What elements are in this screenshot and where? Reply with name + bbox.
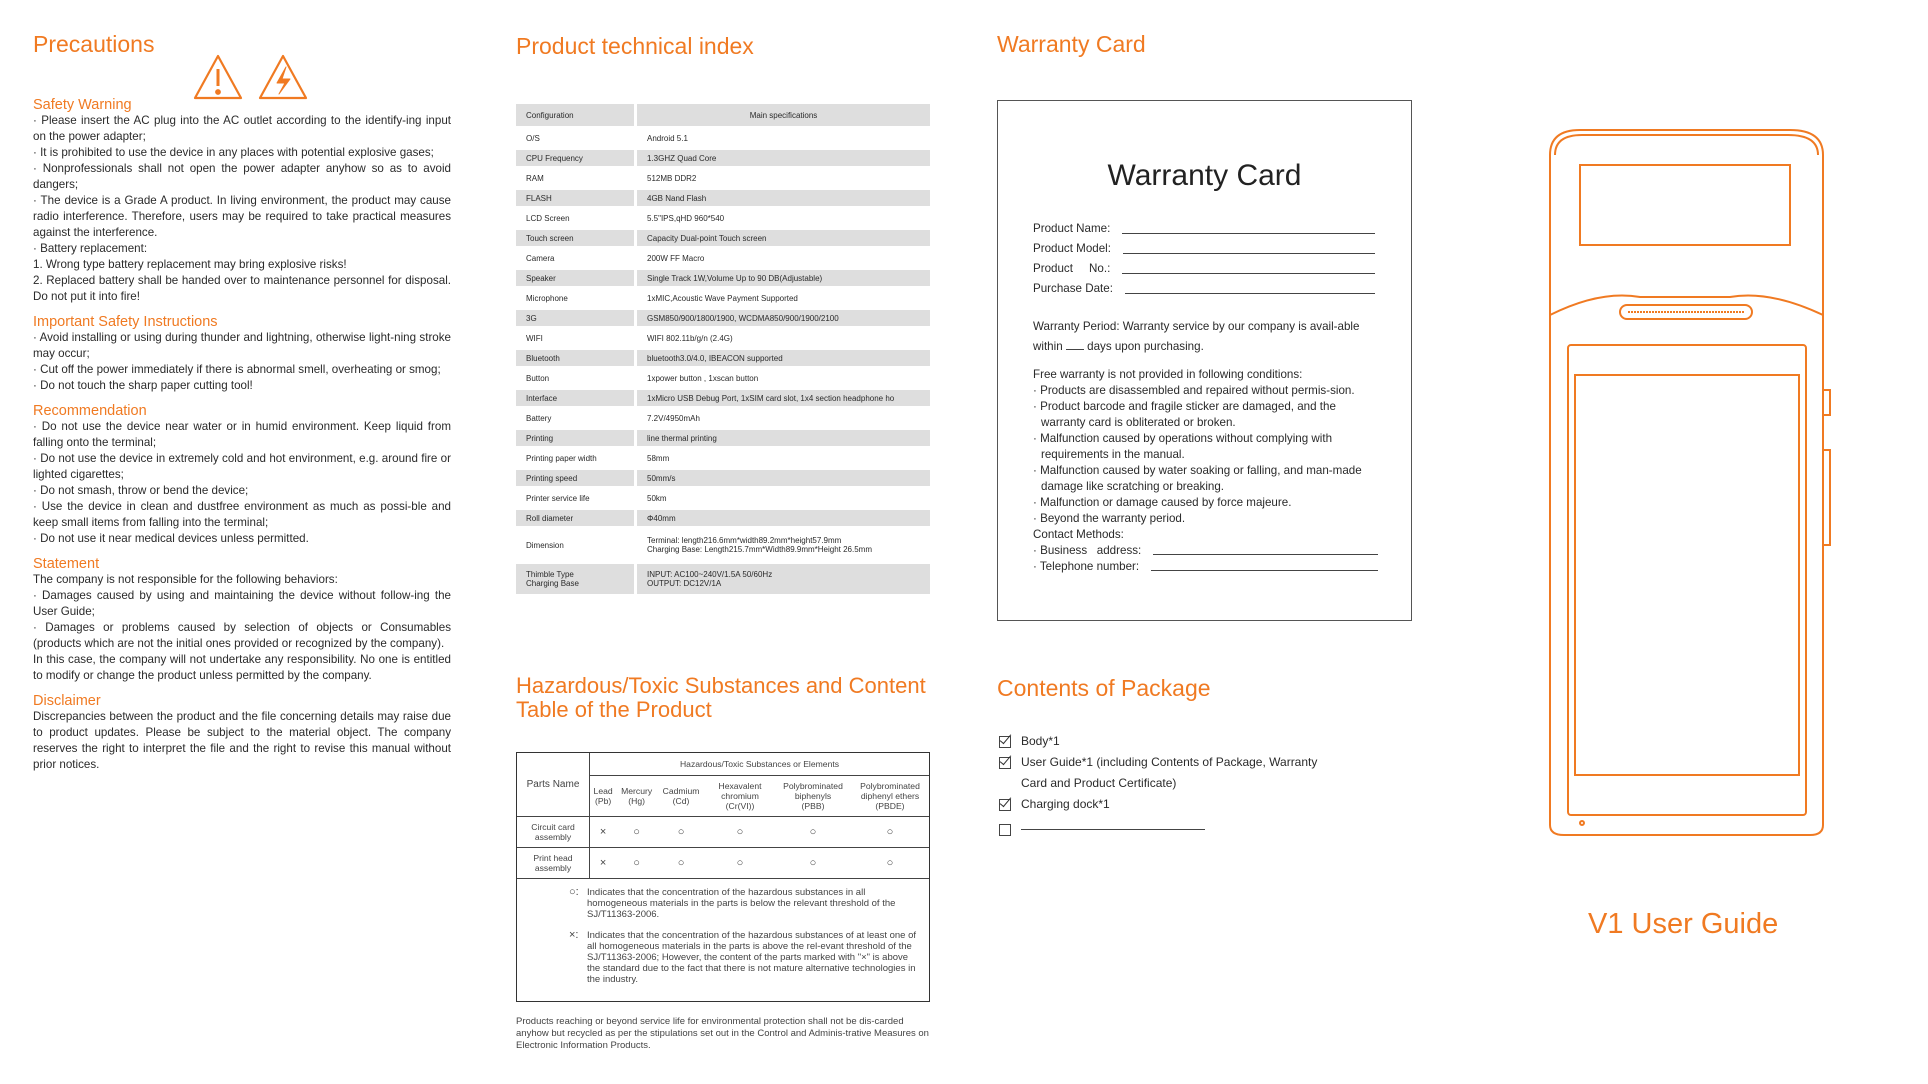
device-top-edge: [1555, 135, 1818, 155]
table-cell: Microphone: [516, 290, 637, 306]
dimension-line: Charging Base: Length215.7mm*Width89.9mm*Height 26.5mm: [647, 545, 873, 554]
spec-table: [516, 100, 930, 598]
days-blank: [1066, 349, 1084, 350]
table-row: [516, 390, 930, 406]
table-cell: Single Track 1W,Volume Up to 90 DB(Adjustable): [637, 270, 930, 286]
table-cell: ○: [705, 848, 775, 879]
condition-item: · Products are disassembled and repaired without permis-sion.: [1033, 384, 1355, 397]
table-row: [516, 150, 930, 166]
device-body: [1550, 130, 1823, 835]
field-label: Product Name:: [1033, 222, 1111, 235]
hazard-warning-icons: [193, 52, 333, 102]
warranty-card-title: Warranty Card: [1107, 159, 1302, 192]
checked-box-icon: [999, 799, 1011, 811]
table-cell: ○: [616, 848, 657, 879]
field-line: [1125, 293, 1375, 294]
table-cell: 1xMicro USB Debug Port, 1xSIM card slot, 1x4 section headphone ho: [637, 390, 930, 406]
dimension-line: Terminal: length216.6mm*width89.2mm*height57.9mm: [647, 536, 842, 545]
screen: [1575, 375, 1799, 775]
table-cell: 50km: [637, 490, 930, 506]
product-name-field: [1033, 219, 1375, 239]
statement-heading: Statement: [33, 556, 100, 572]
field-line: [1151, 570, 1378, 571]
device-outline: [1550, 130, 1830, 835]
table-cell: Printer service life: [516, 490, 637, 506]
table-cell: [705, 776, 775, 817]
table-cell: Printing speed: [516, 470, 637, 486]
contents-list: [999, 731, 1331, 840]
column-name: Hexavalent chromium: [718, 781, 762, 801]
charging-base-label: Charging Base: [526, 579, 579, 588]
table-cell: Camera: [516, 250, 637, 266]
table-row: [516, 250, 930, 266]
condition-item: · Malfunction or damage caused by force majeure.: [1033, 496, 1292, 509]
table-cell: Print head assembly: [517, 848, 590, 879]
table-cell: 5.5"IPS,qHD 960*540: [637, 210, 930, 226]
table-cell: Speaker: [516, 270, 637, 286]
list-item: [999, 752, 1331, 794]
list-item: · It is prohibited to use the device in any places with potential explosive gases;: [33, 146, 434, 159]
condition-item: · Product barcode and fragile sticker are damaged, and the warranty card is obliterated or broken.: [1033, 400, 1336, 429]
table-cell: ○: [775, 817, 851, 848]
list-item: · Do not use the device in extremely cold and hot environment, e.g. around fire or lighted cigarettes;: [33, 452, 451, 481]
business-address-field: [1033, 543, 1378, 559]
list-item: · Do not use it near medical devices unless permitted.: [33, 532, 309, 545]
list-item: · Cut off the power immediately if there is abnormal smell, overheating or smog;: [33, 363, 441, 376]
table-cell: Dimension: [516, 530, 637, 560]
table-cell: 1xpower button , 1xscan button: [637, 370, 930, 386]
table-cell: Battery: [516, 410, 637, 426]
table-cell: ○: [657, 817, 705, 848]
contents-title: Contents of Package: [997, 675, 1211, 701]
thimble-line: INPUT: AC100~240V/1.5A 50/60Hz: [647, 570, 773, 579]
table-cell: [637, 530, 930, 560]
table-cell: Button: [516, 370, 637, 386]
table-cell: 50mm/s: [637, 470, 930, 486]
list-item: · Do not touch the sharp paper cutting tool!: [33, 379, 253, 392]
list-item: · Use the device in clean and dustfree environment as much as possi-ble and keep small items from falling into the terminal;: [33, 500, 451, 529]
hazard-notes: [517, 879, 929, 985]
list-item: In this case, the company will not undertake any responsibility. No one is entitled to modify or change the product unless permitted by the company.: [33, 653, 451, 682]
list-item: · Battery replacement:: [33, 242, 148, 255]
list-item: 1. Wrong type battery replacement may bring explosive risks!: [33, 258, 347, 271]
list-item: · Avoid installing or using during thunder and lightning, otherwise light-ning stroke may occur;: [33, 331, 451, 360]
table-row: [516, 130, 930, 146]
empty-box-icon: [999, 824, 1011, 836]
disclaimer-heading: Disclaimer: [33, 693, 101, 709]
field-label: Purchase Date:: [1033, 282, 1113, 295]
product-model-field: [1033, 239, 1375, 259]
table-cell: RAM: [516, 170, 637, 186]
period-text: Warranty Period: Warranty service by our company is avail-able within: [1033, 320, 1360, 353]
table-cell: GSM850/900/1800/1900, WCDMA850/900/1900/2100: [637, 310, 930, 326]
side-button: [1823, 450, 1830, 545]
precautions-title: Precautions: [33, 31, 155, 57]
column-name: Polybrominated biphenyls: [783, 781, 843, 801]
statement-section: [33, 556, 451, 684]
user-guide-title: V1 User Guide: [1588, 908, 1779, 940]
table-row: [516, 170, 930, 186]
table-row: [517, 817, 929, 848]
table-cell: ×: [590, 817, 617, 848]
list-item: The company is not responsible for the following behaviors:: [33, 573, 338, 586]
table-row: [516, 510, 930, 526]
cross-symbol: ×:: [569, 929, 579, 941]
table-cell: 58mm: [637, 450, 930, 466]
field-line: [1123, 253, 1375, 254]
table-header-row: [517, 753, 929, 776]
tech-index-title: Product technical index: [516, 33, 754, 59]
checked-box-icon: [999, 757, 1011, 769]
telephone-field: [1033, 559, 1378, 575]
table-cell: bluetooth3.0/4.0, IBEACON supported: [637, 350, 930, 366]
hazard-title: Hazardous/Toxic Substances and Content Table of the Product: [516, 673, 926, 722]
table-row: [516, 564, 930, 594]
warranty-title: Warranty Card: [997, 31, 1146, 57]
table-header-row: [516, 104, 930, 126]
table-cell: ○: [851, 817, 929, 848]
column-name: Polybrominated diphenyl ethers: [860, 781, 920, 801]
list-item: · Damages caused by using and maintaining the device without follow-ing the User Guide;: [33, 589, 451, 618]
table-cell: Hazardous/Toxic Substances or Elements: [590, 753, 930, 776]
table-cell: 7.2V/4950mAh: [637, 410, 930, 426]
table-cell: Roll diameter: [516, 510, 637, 526]
precautions-body: [33, 97, 451, 782]
column-name: Cadmium: [662, 786, 700, 796]
important-safety-section: [33, 314, 451, 394]
table-cell: ○: [657, 848, 705, 879]
column-symbol: (Pb): [594, 796, 612, 806]
table-cell: Touch screen: [516, 230, 637, 246]
table-row: [516, 370, 930, 386]
table-cell: 3G: [516, 310, 637, 326]
field-label: · Business address:: [1033, 544, 1142, 557]
condition-item: · Beyond the warranty period.: [1033, 512, 1186, 525]
checked-box-icon: [999, 736, 1011, 748]
table-cell: 4GB Nand Flash: [637, 190, 930, 206]
table-row: [516, 290, 930, 306]
table-cell: Printing paper width: [516, 450, 637, 466]
indicator-light: [1580, 821, 1584, 825]
table-row: [516, 270, 930, 286]
table-cell: Circuit card assembly: [517, 817, 590, 848]
table-row: [516, 530, 930, 560]
warranty-card: [997, 100, 1412, 621]
column-name: Lead: [593, 786, 613, 796]
table-row: [516, 310, 930, 326]
table-cell: ○: [705, 817, 775, 848]
item-label: Body*1: [1021, 734, 1060, 748]
item-label: User Guide*1 (including Contents of Package, Warranty Card and Product Certificate): [1021, 755, 1318, 790]
list-item: 2. Replaced battery shall be handed over to maintenance personnel for disposal. Do not put it into fire!: [33, 274, 451, 303]
list-item: · Do not use the device near water or in humid environment. Keep liquid from falling onto the terminal;: [33, 420, 451, 449]
table-cell: Parts Name: [517, 753, 590, 817]
column-symbol: (Hg): [628, 796, 645, 806]
circle-symbol: ○:: [569, 886, 579, 898]
hazard-footer: Products reaching or beyond service life for environmental protection shall not be dis-carded anyhow but recycled as per the stipulations set out in the Control and Adminis-trative Measures on Electronic Information Products.: [516, 1016, 929, 1051]
table-cell: Interface: [516, 390, 637, 406]
note-text: Indicates that the concentration of the hazardous substances in all homogeneous materials in the parts is below the relevant threshold of the SJ/T11363-2006.: [587, 887, 896, 920]
table-cell: ×: [590, 848, 617, 879]
table-cell: O/S: [516, 130, 637, 146]
period-text: days upon purchasing.: [1087, 340, 1204, 353]
list-item: · Damages or problems caused by selection of objects or Consumables (products which are not the initial ones provided or recognized by the company).: [33, 621, 451, 650]
field-line: [1122, 273, 1375, 274]
exclamation-warning-icon: [195, 56, 241, 98]
table-row: [516, 470, 930, 486]
list-item: [999, 819, 1331, 840]
column-name: Mercury: [621, 786, 653, 796]
product-no-field: [1033, 259, 1375, 279]
electric-shock-icon: [260, 56, 306, 98]
condition-item: · Malfunction caused by operations without complying with requirements in the manual.: [1033, 432, 1333, 461]
table-cell: ○: [851, 848, 929, 879]
purchase-date-field: [1033, 279, 1375, 299]
table-row: [516, 410, 930, 426]
column-symbol: (PBDE): [875, 801, 905, 811]
table-cell: FLASH: [516, 190, 637, 206]
field-label: Product Model:: [1033, 242, 1111, 255]
printer-window: [1580, 165, 1790, 245]
contact-heading: Contact Methods:: [1033, 528, 1124, 541]
warranty-period: [1033, 317, 1378, 357]
list-item: [999, 794, 1331, 815]
condition-item: · Malfunction caused by water soaking or falling, and man-made damage like scratching or breaking.: [1033, 464, 1362, 493]
field-line: [1153, 554, 1378, 555]
important-safety-heading: Important Safety Instructions: [33, 314, 218, 330]
table-cell: [637, 564, 930, 594]
side-button: [1823, 390, 1830, 415]
column-symbol: (Cr(VI)): [725, 801, 755, 811]
free-intro: Free warranty is not provided in following conditions:: [1033, 368, 1303, 381]
note-x: [569, 929, 921, 985]
list-item: · The device is a Grade A product. In living environment, the product may cause radio interference. Therefore, users may be required to take practical measures against the interference.: [33, 194, 451, 239]
table-cell: line thermal printing: [637, 430, 930, 446]
thimble-label: Thimble Type: [526, 570, 574, 579]
table-cell: LCD Screen: [516, 210, 637, 226]
safety-warning-section: [33, 97, 451, 305]
table-cell: WIFI 802.11b/g/n (2.4G): [637, 330, 930, 346]
safety-warning-heading: Safety Warning: [33, 97, 132, 113]
table-cell: Bluetooth: [516, 350, 637, 366]
table-row: [516, 490, 930, 506]
table-row: [516, 430, 930, 446]
table-cell: Configuration: [516, 104, 637, 126]
column-symbol: (Cd): [672, 796, 690, 806]
table-cell: CPU Frequency: [516, 150, 637, 166]
table-row: [516, 330, 930, 346]
blank-line: [1021, 829, 1205, 830]
table-cell: Printing: [516, 430, 637, 446]
list-item: · Nonprofessionals shall not open the power adapter anyhow so as to avoid dangers;: [33, 162, 451, 191]
table-cell: 512MB DDR2: [637, 170, 930, 186]
hazard-table-box: [516, 752, 930, 1002]
list-item: Discrepancies between the product and the file concerning details may raise due to product updates. Please be subject to the material object. The company reserves the right to interpret the file and the right to revise this manual without prior notices.: [33, 710, 451, 771]
table-cell: Capacity Dual-point Touch screen: [637, 230, 930, 246]
table-row: [516, 230, 930, 246]
item-label: Charging dock*1: [1021, 797, 1110, 811]
device-illustration: [1540, 125, 1840, 840]
hazard-table: [517, 753, 929, 879]
note-o: [569, 886, 921, 920]
recommendation-heading: Recommendation: [33, 403, 147, 419]
table-cell: [851, 776, 929, 817]
table-row: [516, 210, 930, 226]
table-row: [516, 190, 930, 206]
table-row: [516, 450, 930, 466]
table-cell: Main specifications: [637, 104, 930, 126]
disclaimer-section: [33, 693, 451, 773]
table-cell: Android 5.1: [637, 130, 930, 146]
list-item: · Please insert the AC plug into the AC outlet according to the identify-ing input on the power adapter;: [33, 114, 451, 143]
table-cell: ○: [616, 817, 657, 848]
table-cell: [616, 776, 657, 817]
table-cell: WIFI: [516, 330, 637, 346]
screen-frame: [1568, 345, 1806, 815]
table-cell: Φ40mm: [637, 510, 930, 526]
table-cell: ○: [775, 848, 851, 879]
table-cell: [516, 564, 637, 594]
table-row: [517, 848, 929, 879]
warranty-fields: [1033, 219, 1375, 299]
table-cell: [657, 776, 705, 817]
list-item: [999, 731, 1331, 752]
table-cell: 1xMIC,Acoustic Wave Payment Supported: [637, 290, 930, 306]
field-label: Product No.:: [1033, 262, 1111, 275]
warranty-body: [1033, 317, 1378, 575]
table-cell: 1.3GHZ Quad Core: [637, 150, 930, 166]
table-row: [516, 350, 930, 366]
note-text: Indicates that the concentration of the hazardous substances of at least one of all homogeneous materials in the parts is above the rel-evant threshold of the SJ/T11363-2006; However, the content of the parts marked with "×" is above the standard due to the fact that there is not mature alternative technologies in the industry.: [587, 930, 917, 985]
table-cell: 200W FF Macro: [637, 250, 930, 266]
field-line: [1122, 233, 1375, 234]
column-symbol: (PBB): [801, 801, 825, 811]
table-cell: [775, 776, 851, 817]
thimble-line: OUTPUT: DC12V/1A: [647, 579, 722, 588]
field-label: · Telephone number:: [1033, 560, 1140, 573]
table-cell: [590, 776, 617, 817]
recommendation-section: [33, 403, 451, 547]
list-item: · Do not smash, throw or bend the device;: [33, 484, 249, 497]
